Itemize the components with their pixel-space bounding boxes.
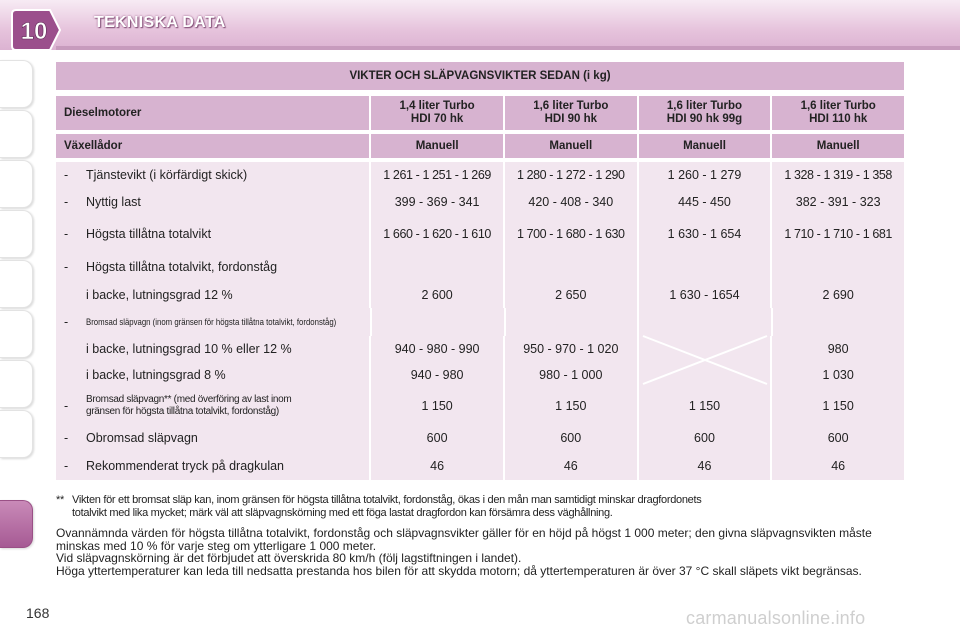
notes bbox=[56, 527, 906, 577]
row-value: 1 150 bbox=[639, 388, 771, 424]
row-value: 600 bbox=[371, 424, 503, 452]
gearbox-label: Växellådor bbox=[56, 134, 369, 158]
row-value bbox=[371, 252, 503, 282]
row-value: 1 630 - 1654 bbox=[639, 282, 771, 308]
engine-column-header: 1,6 liter Turbo HDI 90 hk 99g bbox=[639, 96, 771, 130]
table-row bbox=[56, 388, 904, 424]
row-label: i backe, lutningsgrad 12 % bbox=[86, 288, 233, 302]
table-row bbox=[56, 252, 904, 282]
table-row bbox=[56, 336, 904, 362]
row-value: 1 660 - 1 620 - 1 610 bbox=[371, 216, 503, 252]
footnote-line: totalvikt med lika mycket; märk väl att släpvagnskörning med ett föga lastat dragfordon kan försämra dess väghållning. bbox=[72, 507, 613, 519]
header-underline bbox=[56, 46, 960, 50]
cross-out-mark bbox=[639, 334, 771, 386]
footnote-line: Vikten för ett bromsat släp kan, inom gränsen för högsta tillåtna totalvikt, fordonståg, ökas i den mån man samtidigt minskar dragfordonets bbox=[72, 494, 702, 506]
row-value: 600 bbox=[772, 424, 904, 452]
row-value: 2 690 bbox=[772, 282, 904, 308]
row-value: 1 280 - 1 272 - 1 290 bbox=[505, 162, 637, 188]
footnote bbox=[56, 494, 906, 520]
table-body bbox=[56, 162, 904, 480]
table-row bbox=[56, 424, 904, 452]
page-number: 168 bbox=[26, 605, 50, 621]
row-dash: - bbox=[64, 431, 69, 445]
table-row bbox=[56, 282, 904, 308]
table-row bbox=[56, 162, 904, 188]
engine-header-row bbox=[56, 96, 904, 130]
chapter-tab[interactable] bbox=[0, 360, 33, 408]
row-label: Bromsad släpvagn** (med överföring av last inom gränsen för högsta tillåtna totalvikt, fordonståg) bbox=[86, 394, 292, 417]
chapter-tab[interactable] bbox=[0, 310, 33, 358]
row-value bbox=[773, 308, 905, 336]
row-value bbox=[506, 308, 638, 336]
table-row bbox=[56, 308, 904, 336]
chapter-badge bbox=[10, 8, 62, 52]
note-paragraph: Ovannämnda värden för högsta tillåtna totalvikt, fordonståg och släpvagnsvikter gäller för en höjd på högst 1 000 meter; den givna släpvagnsvikten måste minskas med 10 % för varje steg om ytterligare 1 000 meter. bbox=[56, 526, 872, 553]
row-value: 46 bbox=[505, 452, 637, 480]
engine-column-header: 1,6 liter Turbo HDI 90 hk bbox=[505, 96, 637, 130]
row-value: 600 bbox=[505, 424, 637, 452]
not-applicable-cell bbox=[639, 336, 771, 362]
row-value: 940 - 980 bbox=[371, 362, 503, 388]
row-dash: - bbox=[64, 195, 69, 209]
row-label: Rekommenderat tryck på dragkulan bbox=[86, 459, 285, 473]
chapter-number: 10 bbox=[20, 18, 48, 45]
table-row bbox=[56, 188, 904, 216]
row-value: 382 - 391 - 323 bbox=[772, 188, 904, 216]
row-label: Högsta tillåtna totalvikt bbox=[86, 227, 212, 241]
row-value: 1 150 bbox=[505, 388, 637, 424]
footnote-marker: ** bbox=[56, 494, 64, 506]
row-value: 1 700 - 1 680 - 1 630 bbox=[505, 216, 637, 252]
chapter-tab[interactable] bbox=[0, 110, 33, 158]
row-value: 46 bbox=[772, 452, 904, 480]
row-value: 1 710 - 1 710 - 1 681 bbox=[772, 216, 904, 252]
chapter-tab[interactable] bbox=[0, 210, 33, 258]
row-value: 1 030 bbox=[772, 362, 904, 388]
note-paragraph: Vid släpvagnskörning är det förbjudet att överskrida 80 km/h (följ lagstiftningen i landet). bbox=[56, 551, 522, 565]
engine-column-header: 1,6 liter Turbo HDI 110 hk bbox=[772, 96, 904, 130]
row-value: 2 600 bbox=[371, 282, 503, 308]
weights-table bbox=[56, 62, 904, 480]
row-label: Tjänstevikt (i körfärdigt skick) bbox=[86, 168, 248, 182]
row-value: 1 150 bbox=[371, 388, 503, 424]
row-label: Bromsad släpvagn (inom gränsen för högsta tillåtna totalvikt, fordonståg) bbox=[86, 316, 337, 328]
row-value: 600 bbox=[639, 424, 771, 452]
row-label: Högsta tillåtna totalvikt, fordonståg bbox=[86, 260, 278, 274]
row-value: 950 - 970 - 1 020 bbox=[505, 336, 637, 362]
row-value bbox=[772, 252, 904, 282]
row-dash: - bbox=[64, 315, 69, 329]
row-value: 46 bbox=[371, 452, 503, 480]
row-value: 46 bbox=[639, 452, 771, 480]
note-paragraph: Höga yttertemperaturer kan leda till nedsatta prestanda hos bilen för att skydda motorn; då yttertemperaturen är över 37 °C skall släpets vikt begränsas. bbox=[56, 563, 862, 578]
gearbox-value: Manuell bbox=[639, 134, 771, 158]
row-value: 980 bbox=[772, 336, 904, 362]
row-value: 1 328 - 1 319 - 1 358 bbox=[772, 162, 904, 188]
row-value: 399 - 369 - 341 bbox=[371, 188, 503, 216]
table-row bbox=[56, 452, 904, 480]
chapter-tabs bbox=[0, 60, 36, 620]
row-value: 980 - 1 000 bbox=[505, 362, 637, 388]
row-value bbox=[505, 252, 637, 282]
row-value bbox=[639, 252, 771, 282]
row-value: 940 - 980 - 990 bbox=[371, 336, 503, 362]
table-row bbox=[56, 216, 904, 252]
row-value bbox=[372, 308, 504, 336]
row-value: 1 150 bbox=[772, 388, 904, 424]
row-dash: - bbox=[64, 399, 69, 413]
row-label: Obromsad släpvagn bbox=[86, 431, 198, 445]
row-label: i backe, lutningsgrad 10 % eller 12 % bbox=[86, 342, 292, 356]
gearbox-value: Manuell bbox=[772, 134, 904, 158]
row-label: i backe, lutningsgrad 8 % bbox=[86, 368, 226, 382]
row-dash: - bbox=[64, 260, 69, 274]
watermark: carmanualsonline.info bbox=[686, 608, 866, 628]
chapter-tab[interactable] bbox=[0, 160, 33, 208]
row-value: 420 - 408 - 340 bbox=[505, 188, 637, 216]
row-dash: - bbox=[64, 168, 69, 182]
engine-column-header: 1,4 liter Turbo HDI 70 hk bbox=[371, 96, 503, 130]
table-row bbox=[56, 362, 904, 388]
gearbox-value: Manuell bbox=[371, 134, 503, 158]
row-dash: - bbox=[64, 227, 69, 241]
engine-label: Dieselmotorer bbox=[56, 96, 369, 130]
chapter-title: TEKNISKA DATA bbox=[94, 14, 226, 31]
chapter-tab[interactable] bbox=[0, 60, 33, 108]
row-value: 2 650 bbox=[505, 282, 637, 308]
gearbox-row bbox=[56, 134, 904, 158]
chapter-tab[interactable] bbox=[0, 260, 33, 308]
table-title: VIKTER OCH SLÄPVAGNSVIKTER SEDAN (i kg) bbox=[56, 62, 904, 90]
row-dash: - bbox=[64, 459, 69, 473]
row-value: 445 - 450 bbox=[639, 188, 771, 216]
gearbox-value: Manuell bbox=[505, 134, 637, 158]
row-value: 1 260 - 1 279 bbox=[639, 162, 771, 188]
row-label: Nyttig last bbox=[86, 195, 141, 209]
chapter-tab[interactable] bbox=[0, 410, 33, 458]
row-value: 1 630 - 1 654 bbox=[639, 216, 771, 252]
row-value bbox=[639, 308, 771, 336]
row-value: 1 261 - 1 251 - 1 269 bbox=[371, 162, 503, 188]
chapter-tab-active[interactable] bbox=[0, 500, 33, 548]
